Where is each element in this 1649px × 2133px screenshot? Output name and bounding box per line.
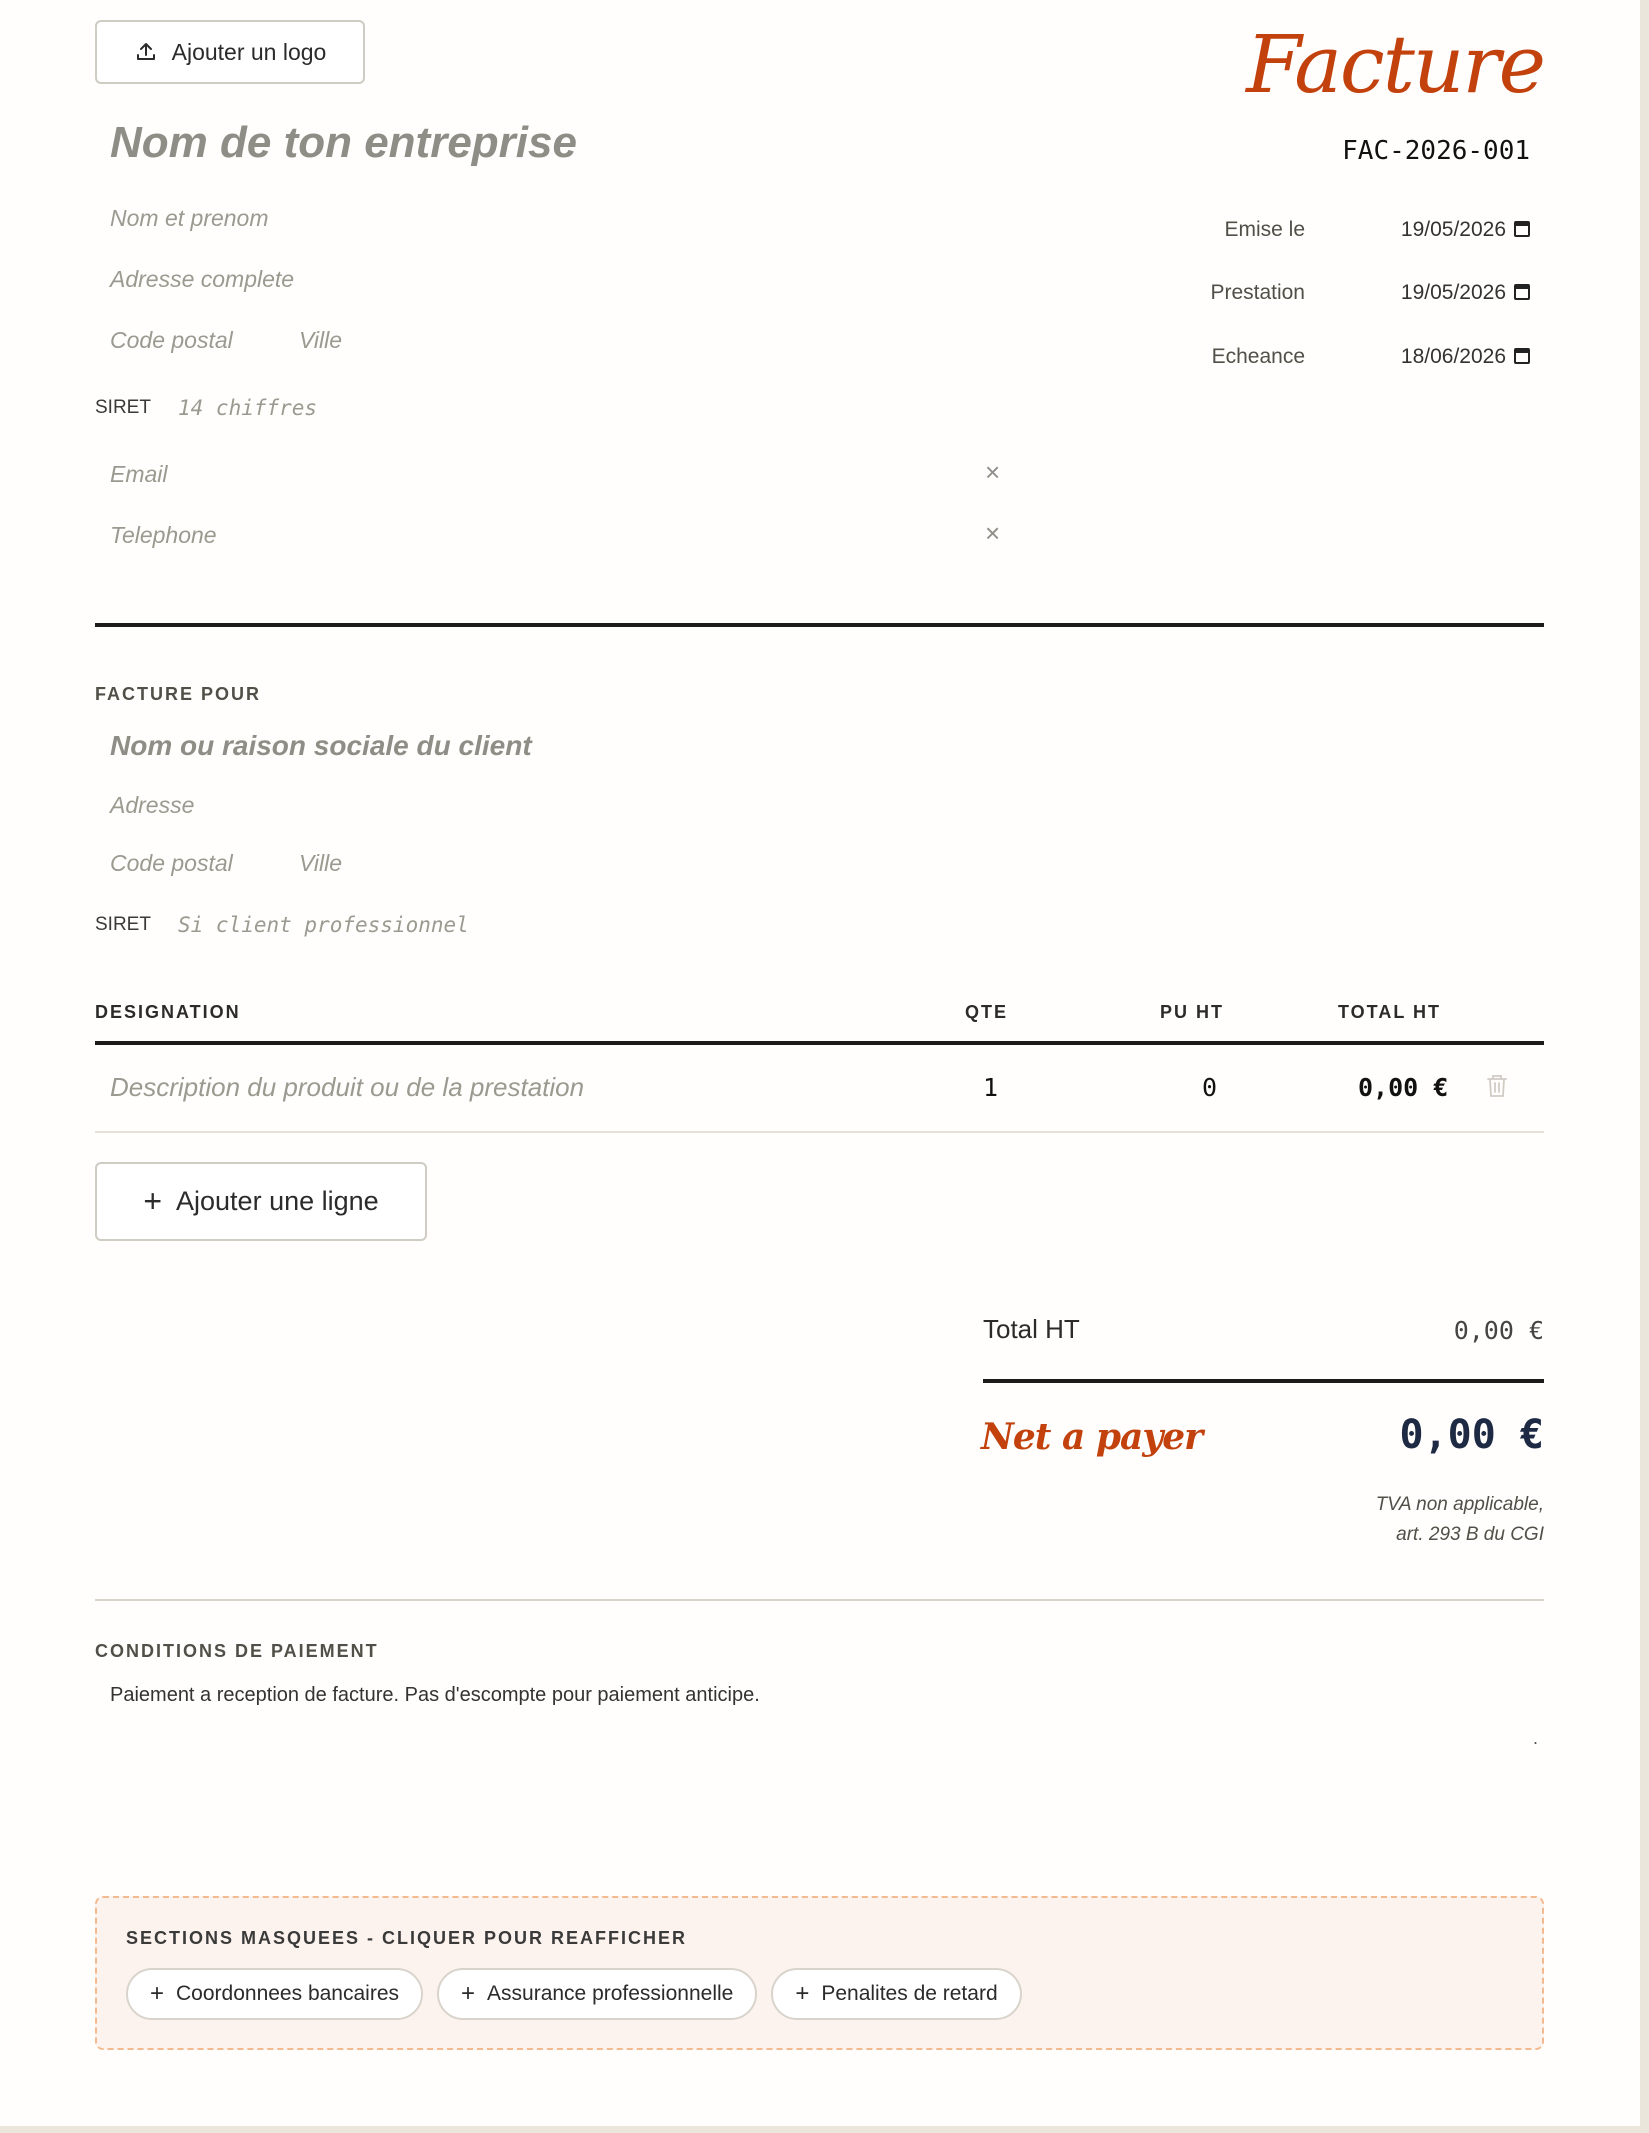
pill-label: Penalites de retard bbox=[821, 1982, 998, 2005]
table-row bbox=[95, 1045, 1544, 1131]
client-siret-label: SIRET bbox=[95, 914, 151, 935]
invoice-number-input[interactable]: FAC-2026-001 bbox=[1342, 136, 1530, 166]
client-address-input[interactable]: Adresse bbox=[110, 792, 195, 818]
total-ht-label: Total HT bbox=[983, 1314, 1080, 1344]
issuer-address-input[interactable]: Adresse complete bbox=[110, 266, 295, 292]
unit-price-input[interactable]: 0 bbox=[1202, 1073, 1218, 1102]
pill-label: Assurance professionnelle bbox=[487, 1982, 734, 2005]
client-siret-input[interactable]: Si client professionnel bbox=[178, 913, 469, 937]
header-divider bbox=[95, 623, 1544, 627]
qty-input[interactable]: 1 bbox=[983, 1073, 999, 1102]
vat-note-line1: TVA non applicable, bbox=[1375, 1494, 1544, 1515]
add-logo-label: Ajouter un logo bbox=[171, 38, 327, 65]
date-input[interactable] bbox=[1401, 345, 1530, 369]
issuer-siret-input[interactable]: 14 chiffres bbox=[178, 396, 318, 420]
issuer-name-input[interactable]: Nom et prenom bbox=[110, 205, 269, 231]
date-label: Emise le bbox=[1224, 218, 1305, 241]
date-input[interactable] bbox=[1401, 218, 1530, 242]
upload-icon bbox=[134, 40, 158, 64]
col-header-designation: DESIGNATION bbox=[95, 1002, 241, 1022]
calendar-icon[interactable] bbox=[1514, 221, 1530, 237]
payment-section-label: CONDITIONS DE PAIEMENT bbox=[95, 1641, 379, 1661]
remove-email-icon[interactable]: × bbox=[985, 457, 1001, 487]
col-header-qty: QTE bbox=[965, 1002, 1009, 1022]
date-label: Prestation bbox=[1210, 281, 1305, 304]
pill-label: Coordonnees bancaires bbox=[176, 1982, 399, 2005]
date-value: 19/05/2026 bbox=[1400, 218, 1506, 241]
company-name-input[interactable]: Nom de ton entreprise bbox=[110, 118, 577, 167]
issuer-siret-label: SIRET bbox=[95, 397, 151, 418]
date-row-issued bbox=[1110, 216, 1530, 256]
remove-phone-icon[interactable]: × bbox=[985, 518, 1001, 548]
col-header-unit-price: PU HT bbox=[1160, 1002, 1224, 1022]
totals-divider bbox=[983, 1379, 1544, 1383]
trash-icon[interactable] bbox=[1485, 1073, 1509, 1099]
calendar-icon[interactable] bbox=[1514, 348, 1530, 364]
restore-late-penalties-button[interactable] bbox=[771, 1968, 1021, 2020]
net-to-pay-label: Net a payer bbox=[981, 1416, 1203, 1458]
date-value: 18/06/2026 bbox=[1400, 345, 1506, 368]
client-city-input[interactable]: Ville bbox=[299, 850, 343, 876]
date-input[interactable] bbox=[1401, 281, 1530, 305]
hidden-sections-title: SECTIONS MASQUEES - CLIQUER POUR REAFFICHER bbox=[126, 1928, 688, 1948]
add-line-button[interactable] bbox=[95, 1162, 427, 1241]
add-logo-button[interactable] bbox=[95, 20, 365, 84]
payment-terms-text: Paiement a reception de facture. Pas d'escompte pour paiement anticipe. bbox=[110, 1684, 760, 1706]
date-row-service bbox=[1110, 279, 1530, 319]
hidden-sections-panel bbox=[95, 1896, 1544, 2050]
payment-terms-textarea[interactable] bbox=[95, 1678, 1544, 1758]
row-divider bbox=[95, 1131, 1544, 1133]
issuer-phone-input[interactable]: Telephone bbox=[110, 522, 217, 548]
client-postal-input[interactable]: Code postal bbox=[110, 850, 233, 876]
plus-icon: + bbox=[150, 1980, 165, 2007]
date-row-due bbox=[1110, 343, 1530, 383]
issuer-email-input[interactable]: Email bbox=[110, 461, 168, 487]
col-header-total: TOTAL HT bbox=[1338, 1002, 1441, 1022]
restore-insurance-button[interactable] bbox=[437, 1968, 757, 2020]
vat-note-line2: art. 293 B du CGI bbox=[1396, 1524, 1544, 1545]
add-line-label: Ajouter une ligne bbox=[176, 1186, 379, 1216]
row-total: 0,00 € bbox=[1358, 1073, 1449, 1102]
description-input[interactable]: Description du produit ou de la prestation bbox=[110, 1072, 585, 1102]
date-value: 19/05/2026 bbox=[1400, 281, 1506, 304]
payment-divider bbox=[95, 1599, 1544, 1601]
plus-icon: + bbox=[795, 1980, 810, 2007]
plus-icon: + bbox=[143, 1183, 163, 1219]
date-label: Echeance bbox=[1211, 345, 1305, 368]
restore-bank-details-button[interactable] bbox=[126, 1968, 423, 2020]
plus-icon: + bbox=[461, 1980, 476, 2007]
client-section-label: FACTURE POUR bbox=[95, 684, 262, 704]
client-name-input[interactable]: Nom ou raison sociale du client bbox=[110, 730, 532, 761]
total-ht-value: 0,00 € bbox=[1453, 1316, 1544, 1345]
issuer-city-input[interactable]: Ville bbox=[299, 327, 343, 353]
calendar-icon[interactable] bbox=[1514, 284, 1530, 300]
issuer-postal-input[interactable]: Code postal bbox=[110, 327, 233, 353]
textarea-resize-handle[interactable]: . bbox=[1532, 1728, 1538, 1748]
hidden-sections-list bbox=[126, 1968, 1022, 2020]
invoice-title: Facture bbox=[1246, 18, 1544, 111]
net-to-pay-value: 0,00 € bbox=[1399, 1412, 1544, 1458]
